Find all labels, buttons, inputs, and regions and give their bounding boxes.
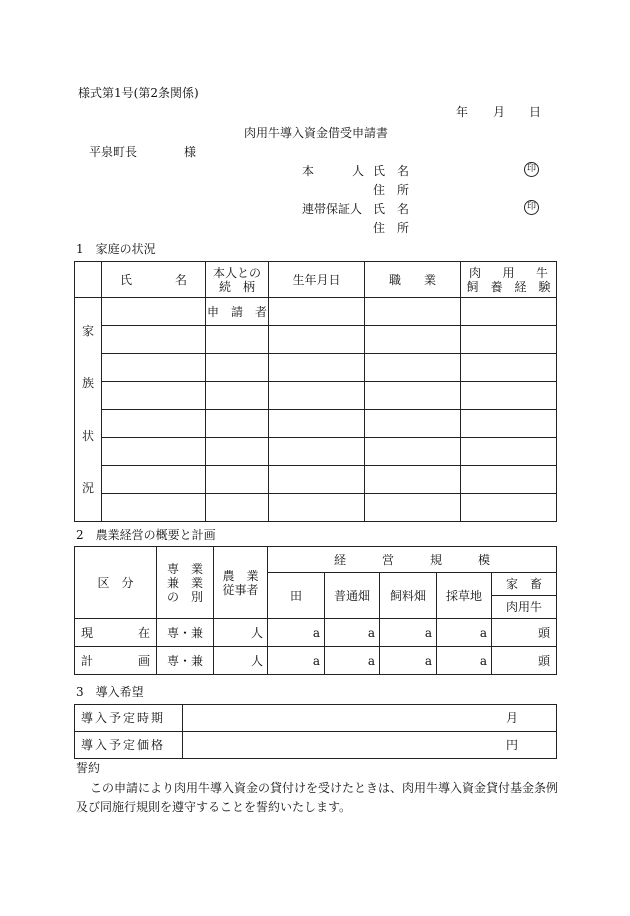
intro-time-field[interactable]: 月 xyxy=(183,705,557,732)
intro-price-field[interactable]: 円 xyxy=(183,732,557,759)
field-cell[interactable]: a xyxy=(325,619,380,647)
workers-cell[interactable]: 人 xyxy=(214,647,268,675)
workers-header: 農 業 従事者 xyxy=(214,547,268,619)
guarantor-role: 連帯保証人 xyxy=(302,202,363,216)
family-exp-cell[interactable] xyxy=(461,298,557,326)
family-row xyxy=(75,466,557,494)
introduction-table xyxy=(74,704,557,759)
guarantor-name-label: 氏 名 xyxy=(373,202,410,216)
addressee-honorific: 様 xyxy=(184,145,197,159)
field-cell[interactable]: a xyxy=(325,647,380,675)
section2-heading: 2 農業経営の概要と計画 xyxy=(76,528,216,542)
feed-cell[interactable]: a xyxy=(380,619,437,647)
type-cell[interactable]: 専・兼 xyxy=(157,619,214,647)
form-number: 様式第1号(第2条関係) xyxy=(78,86,199,100)
applicant-role-1: 本 xyxy=(302,164,315,178)
row-label: 現 在 xyxy=(75,619,157,647)
feed-cell[interactable]: a xyxy=(380,647,437,675)
guarantor-seal-text: 印 xyxy=(524,200,539,215)
livestock-header: 家 畜 xyxy=(492,573,557,596)
col-experience-header: 肉 用 牛 飼 養 経 験 xyxy=(461,262,557,298)
beef-cell[interactable]: 頭 xyxy=(492,647,557,675)
row-label: 計 画 xyxy=(75,647,157,675)
pledge-text-line2: 及び同施行規則を遵守することを誓約いたします。 xyxy=(76,800,352,814)
beef-cell[interactable]: 頭 xyxy=(492,619,557,647)
family-job-cell[interactable] xyxy=(365,298,461,326)
family-row xyxy=(75,354,557,382)
date-month-label: 月 xyxy=(493,105,506,119)
category-header: 区 分 xyxy=(75,547,157,619)
guarantor-address-label: 住 所 xyxy=(373,221,410,235)
field-header: 普通畑 xyxy=(325,573,380,619)
intro-price-label: 導入予定価格 xyxy=(75,732,183,759)
family-table xyxy=(74,261,557,522)
family-row xyxy=(75,410,557,438)
applicant-relation-cell: 申 請 者 xyxy=(206,298,269,326)
applicant-seal-icon xyxy=(524,160,539,177)
pledge-heading: 誓約 xyxy=(76,761,101,775)
col-occupation-header: 職 業 xyxy=(365,262,461,298)
family-row xyxy=(75,326,557,354)
family-birth-cell[interactable] xyxy=(269,298,365,326)
guarantor-seal-icon xyxy=(524,198,539,215)
applicant-role-2: 人 xyxy=(352,164,365,178)
date-day-label: 日 xyxy=(529,105,542,119)
family-row xyxy=(75,382,557,410)
col-name-header: 氏 名 xyxy=(102,262,206,298)
pasture-cell[interactable]: a xyxy=(437,647,492,675)
col-birthdate-header: 生年月日 xyxy=(269,262,365,298)
farm-management-table xyxy=(74,546,557,675)
fulltime-header: 専 業 兼 業 の 別 xyxy=(157,547,214,619)
col-relation-header: 本人との 続 柄 xyxy=(206,262,269,298)
applicant-seal-text: 印 xyxy=(524,162,539,177)
addressee-name: 平泉町長 xyxy=(89,145,138,159)
applicant-address-label: 住 所 xyxy=(373,183,410,197)
rice-header: 田 xyxy=(268,573,325,619)
table-row xyxy=(75,619,557,647)
scale-header: 経 営 規 模 xyxy=(268,547,557,573)
intro-time-label: 導入予定時期 xyxy=(75,705,183,732)
pasture-header: 採草地 xyxy=(437,573,492,619)
workers-cell[interactable]: 人 xyxy=(214,619,268,647)
section1-heading: 1 家庭の状況 xyxy=(76,242,156,256)
rice-cell[interactable]: a xyxy=(268,647,325,675)
feed-header: 飼料畑 xyxy=(380,573,437,619)
pasture-cell[interactable]: a xyxy=(437,619,492,647)
applicant-name-label: 氏 名 xyxy=(373,164,410,178)
family-name-cell[interactable] xyxy=(102,298,206,326)
beef-header: 肉用牛 xyxy=(492,596,557,619)
pledge-text-line1: この申請により肉用牛導入資金の貸付けを受けたときは、肉用牛導入資金貸付基金条例 xyxy=(90,781,559,795)
document-title: 肉用牛導入資金借受申請書 xyxy=(244,126,389,140)
type-cell[interactable]: 専・兼 xyxy=(157,647,214,675)
family-side-label: 家 族 状 況 xyxy=(75,298,102,522)
family-row xyxy=(75,494,557,522)
rice-cell[interactable]: a xyxy=(268,619,325,647)
section3-heading: 3 導入希望 xyxy=(76,685,144,699)
table-row xyxy=(75,647,557,675)
date-year-label: 年 xyxy=(456,105,469,119)
family-row xyxy=(75,438,557,466)
